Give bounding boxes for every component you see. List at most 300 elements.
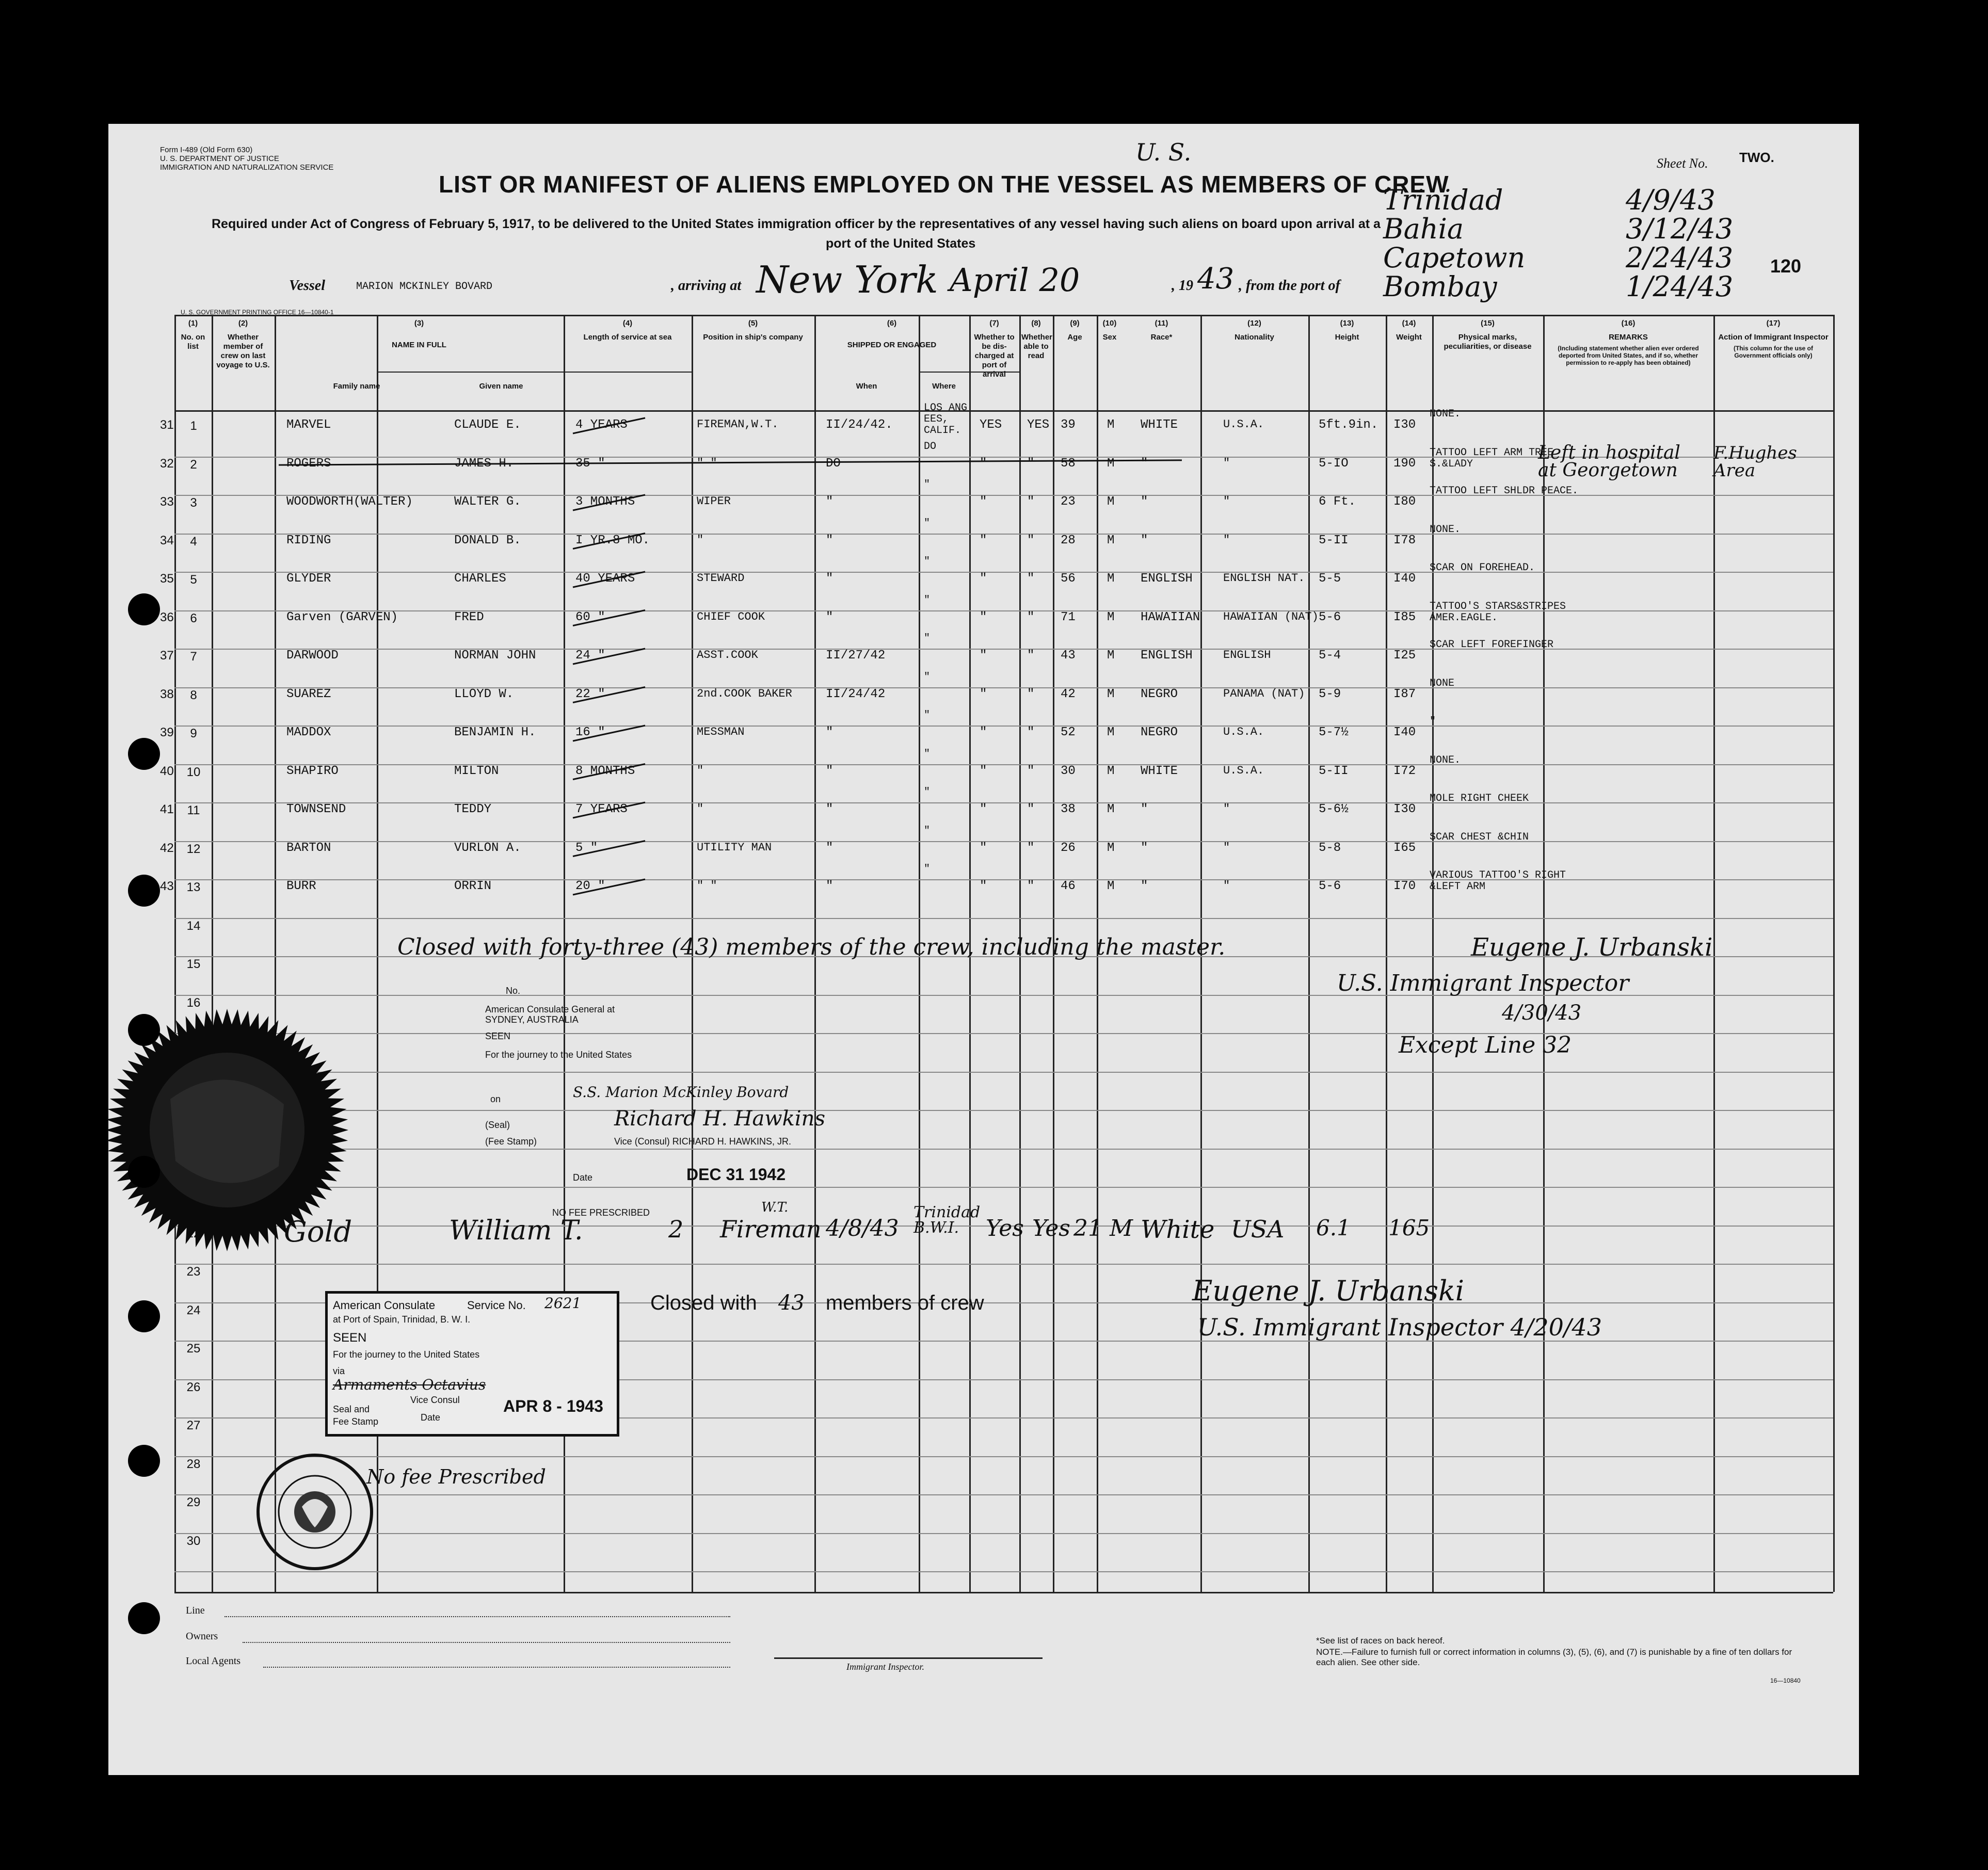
given-name: FRED	[454, 610, 484, 624]
check-mark	[573, 418, 645, 433]
able-to-read: "	[1027, 649, 1035, 663]
physical-marks: NONE.	[1430, 408, 1461, 420]
row22-read: Yes	[1032, 1215, 1070, 1242]
race: ENGLISH	[1141, 649, 1193, 663]
sex: M	[1107, 726, 1115, 739]
race: ENGLISH	[1141, 572, 1193, 586]
column-label: SHIPPED OR ENGAGED	[847, 341, 937, 349]
page-number: 120	[1770, 255, 1802, 277]
column-label: No. on list	[181, 333, 205, 351]
list-number: 33	[160, 495, 174, 509]
position: CHIEF COOK	[697, 610, 765, 623]
position: STEWARD	[697, 572, 745, 585]
shipped-when: "	[826, 495, 833, 509]
length-of-service: 20 "	[575, 879, 605, 893]
column-label: Physical marks, peculiarities, or disease	[1444, 333, 1532, 351]
shipped-where: DO	[924, 440, 937, 453]
height: 5-5	[1319, 572, 1341, 586]
list-number: 34	[160, 533, 174, 547]
weight: I85	[1393, 610, 1416, 624]
line-number: 28	[186, 1457, 201, 1471]
column-number: (6)	[887, 319, 897, 328]
race: "	[1141, 841, 1148, 855]
stamp-journey: For the journey to the United States	[333, 1349, 480, 1360]
subtitle-line-1: Required under Act of Congress of February 5, 1917, to be delivered to the United States immigration officer by the representatives of any vessel having such aliens on board upon arrival at a	[212, 217, 1381, 231]
port-name: Trinidad	[1383, 184, 1503, 216]
discharged: "	[980, 572, 987, 586]
race: "	[1141, 533, 1148, 547]
inspector-signature: Eugene J. Urbanski	[1471, 933, 1713, 962]
given-name: CLAUDE E.	[454, 418, 521, 432]
physical-marks: TATTOO'S STARS&STRIPES AMER.EAGLE.	[1430, 600, 1566, 624]
race: "	[1141, 495, 1148, 509]
height: 5-II	[1319, 764, 1349, 778]
stamp-service-label: Service No.	[467, 1299, 526, 1312]
age: 43	[1061, 649, 1076, 663]
nationality: "	[1223, 533, 1230, 546]
line-number: 27	[186, 1418, 201, 1432]
vessel-name: MARION MCKINLEY BOVARD	[356, 281, 493, 293]
closing-2-signature: Eugene J. Urbanski	[1192, 1275, 1464, 1307]
shipped-when: "	[826, 572, 833, 586]
shipped-when: "	[826, 802, 833, 816]
sex: M	[1107, 572, 1115, 586]
column-number: (17)	[1766, 319, 1781, 328]
year-suffix: 43	[1197, 262, 1235, 296]
port-name: Capetown	[1383, 241, 1526, 274]
line-number: 6	[190, 611, 197, 625]
family-name: GLYDER	[286, 572, 331, 586]
stamp-date-label: Date	[421, 1412, 441, 1423]
column-note: (This column for the use of Government officials only)	[1733, 345, 1813, 359]
family-name: BARTON	[286, 841, 331, 855]
sheet-label: Sheet No.	[1657, 156, 1708, 171]
column-label: Sex	[1102, 333, 1117, 342]
closing-2-count: 43	[778, 1291, 805, 1315]
family-name: WOODWORTH(WALTER)	[286, 495, 413, 509]
line-number: 1	[190, 419, 197, 433]
age: 38	[1061, 802, 1076, 816]
sex: M	[1107, 533, 1115, 547]
nationality: ENGLISH	[1223, 649, 1271, 662]
list-number: 41	[160, 802, 174, 816]
given-name: WALTER G.	[454, 495, 521, 509]
length-of-service: 35 "	[575, 456, 605, 471]
physical-marks: TATTOO LEFT SHLDR PEACE.	[1430, 485, 1579, 497]
shipped-when: "	[826, 610, 833, 624]
height: 5-8	[1319, 841, 1341, 855]
race: NEGRO	[1141, 726, 1178, 739]
sex: M	[1107, 495, 1115, 509]
line-number: 10	[186, 765, 201, 779]
punch-hole	[128, 1014, 160, 1046]
nationality: PANAMA (NAT)	[1223, 687, 1305, 700]
line-number: 5	[190, 573, 197, 587]
line-number: 16	[186, 995, 201, 1010]
shipped-when: DO	[826, 456, 841, 471]
nationality: "	[1223, 495, 1230, 508]
stamp-header: American Consulate	[333, 1299, 436, 1312]
height: 5-4	[1319, 649, 1341, 663]
nationality: U.S.A.	[1223, 418, 1264, 431]
column-number: (16)	[1621, 319, 1636, 328]
shipped-where: "	[924, 517, 931, 529]
form-number: Form I-489 (Old Form 630)	[160, 146, 253, 154]
age: 56	[1061, 572, 1076, 586]
able-to-read: "	[1027, 726, 1035, 739]
shipped-when: II/27/42	[826, 649, 886, 663]
port-date: 2/24/43	[1626, 241, 1734, 274]
closing-statement: Closed with forty-three (43) members of the crew, including the master.	[397, 934, 1226, 960]
line-number: 24	[186, 1303, 201, 1317]
weight: I72	[1393, 764, 1416, 778]
able-to-read: "	[1027, 879, 1035, 893]
check-mark	[573, 572, 645, 587]
list-number: 38	[160, 687, 174, 701]
able-to-read: "	[1027, 456, 1035, 471]
page-title: LIST OR MANIFEST OF ALIENS EMPLOYED ON THE VESSEL AS MEMBERS OF CREW	[439, 171, 1449, 198]
discharged: "	[980, 649, 987, 663]
list-number: 36	[160, 610, 174, 624]
department-label: U. S. DEPARTMENT OF JUSTICE	[160, 154, 279, 163]
check-mark	[573, 726, 645, 741]
column-label: Weight	[1396, 333, 1422, 342]
visa-consulate: American Consulate General at SYDNEY, AUSTRALIA	[485, 1004, 615, 1025]
punch-hole	[128, 1602, 160, 1634]
column-number: (11)	[1155, 319, 1168, 328]
physical-marks: SCAR CHEST &CHIN	[1430, 831, 1529, 843]
length-of-service: 16 "	[575, 726, 605, 739]
stamp-consul: Vice Consul	[410, 1395, 460, 1405]
height: 5ft.9in.	[1319, 418, 1378, 432]
shipped-when: "	[826, 879, 833, 893]
age: 23	[1061, 495, 1076, 509]
race: "	[1141, 879, 1148, 893]
footer-inspector-label: Immigrant Inspector.	[846, 1662, 924, 1672]
able-to-read: "	[1027, 533, 1035, 547]
footer-code: 16—10840	[1770, 1677, 1801, 1684]
able-to-read: "	[1027, 687, 1035, 701]
column-number: (3)	[414, 319, 424, 328]
stamp-fee: Fee Stamp	[333, 1416, 379, 1427]
physical-marks: SCAR ON FOREHEAD.	[1430, 562, 1535, 574]
given-name: DONALD B.	[454, 533, 521, 547]
weight: I65	[1393, 841, 1416, 855]
given-name: MILTON	[454, 764, 499, 778]
check-mark	[573, 649, 645, 664]
column-label: Action of Immigrant Inspector	[1718, 333, 1829, 342]
column-label: Whether to be dis-charged at port of arrival	[974, 333, 1015, 379]
stamp-seal: Seal and	[333, 1404, 370, 1414]
except-note: Except Line 32	[1399, 1032, 1572, 1058]
port-name: Bombay	[1383, 270, 1497, 303]
nationality: "	[1223, 879, 1230, 892]
printing-office: U. S. GOVERNMENT PRINTING OFFICE 16—10840-1	[181, 309, 334, 316]
list-number: 42	[160, 841, 174, 855]
weight: I87	[1393, 687, 1416, 701]
sex: M	[1107, 456, 1115, 471]
weight: I40	[1393, 726, 1416, 739]
row22-age: 21	[1073, 1215, 1102, 1242]
from-label: , from the port of	[1239, 278, 1340, 294]
family-name: RIDING	[286, 533, 331, 547]
visa-date: DEC 31 1942	[686, 1165, 786, 1184]
closing-2-after: members of crew	[825, 1292, 984, 1314]
weight: I40	[1393, 572, 1416, 586]
check-mark	[573, 610, 645, 626]
port-date: 3/12/43	[1626, 213, 1734, 245]
family-name: BURR	[286, 879, 316, 893]
column-label: NAME IN FULL	[392, 341, 446, 349]
sex: M	[1107, 879, 1115, 893]
line-number: 14	[186, 918, 201, 933]
shipped-where: "	[924, 594, 931, 606]
visa-journey: For the journey to the United States	[485, 1050, 632, 1060]
line-number: 26	[186, 1380, 201, 1394]
punch-hole	[128, 1156, 160, 1188]
row22-weight: 165	[1388, 1215, 1430, 1240]
race: "	[1141, 456, 1148, 471]
age: 52	[1061, 726, 1076, 739]
shipped-where: "	[924, 786, 931, 798]
line-number: 11	[187, 803, 200, 817]
column-label: Race*	[1150, 333, 1173, 342]
discharged: "	[980, 495, 987, 509]
discharged: "	[980, 841, 987, 855]
sheet-number: TWO.	[1739, 150, 1774, 165]
column-number: (4)	[622, 319, 633, 328]
given-name: BENJAMIN H.	[454, 726, 536, 739]
footer-note-1: *See list of races on back hereof.	[1316, 1636, 1445, 1646]
position: 2nd.COOK BAKER	[697, 687, 792, 700]
line-number: 23	[186, 1265, 201, 1279]
footer-line-label: Line	[186, 1605, 205, 1616]
shipped-where: "	[924, 748, 931, 760]
column-number: (10)	[1102, 319, 1117, 328]
weight: I78	[1393, 533, 1416, 547]
visa-no-label: No.	[506, 986, 521, 996]
race: NEGRO	[1141, 687, 1178, 701]
length-of-service: 60 "	[575, 610, 605, 624]
given-name: ORRIN	[454, 879, 492, 893]
weight: I25	[1393, 649, 1416, 663]
visa-seal-label: (Seal)	[485, 1120, 510, 1130]
row22-discharged: Yes	[986, 1215, 1024, 1242]
punch-hole	[128, 1300, 160, 1332]
list-number: 32	[160, 456, 174, 471]
height: 5-9	[1319, 687, 1341, 701]
list-number: 43	[160, 879, 174, 893]
discharged: "	[980, 610, 987, 624]
shipped-where: "	[924, 671, 931, 683]
column-sublabel: When	[856, 382, 877, 391]
arriving-label: , arriving at	[671, 278, 742, 294]
row22-position: Fireman	[720, 1215, 822, 1243]
nationality: "	[1223, 802, 1230, 815]
line-number: 12	[186, 842, 201, 856]
column-number: (2)	[238, 319, 248, 328]
column-number: (13)	[1340, 319, 1354, 328]
given-name: VURLON A.	[454, 841, 521, 855]
column-sublabel: Family name	[333, 382, 380, 391]
visa-consul-signature: Richard H. Hawkins	[614, 1107, 825, 1131]
able-to-read: "	[1027, 764, 1035, 778]
position: " "	[697, 879, 717, 892]
discharged: "	[980, 879, 987, 893]
family-name: MARVEL	[286, 418, 331, 432]
sex: M	[1107, 649, 1115, 663]
row22-service: 2	[668, 1215, 684, 1243]
shipped-when: "	[826, 726, 833, 739]
shipped-when: II/24/42	[826, 687, 886, 701]
height: 5-6½	[1319, 802, 1349, 816]
row22-height: 6.1	[1316, 1215, 1351, 1240]
discharged: YES	[980, 418, 1002, 432]
height: 5-6	[1319, 879, 1341, 893]
stamp-seen: SEEN	[333, 1331, 367, 1345]
column-note: (Including statement whether alien ever ordered deported from United States, and if so, whether permission to re-apply has been obtained)	[1558, 345, 1699, 366]
length-of-service: 40 YEARS	[575, 572, 635, 586]
physical-marks: TATTOO LEFT ARM TREE S.&LADY	[1430, 446, 1554, 470]
column-label: Nationality	[1235, 333, 1274, 342]
list-number: 31	[160, 418, 174, 432]
family-name: DARWOOD	[286, 649, 339, 663]
able-to-read: YES	[1027, 418, 1050, 432]
line-number: 3	[190, 496, 197, 510]
height: 5-II	[1319, 533, 1349, 547]
line-number: 7	[190, 650, 197, 664]
footer-owners-label: Owners	[186, 1631, 218, 1642]
visa-seen: SEEN	[485, 1031, 511, 1041]
footer-agents-label: Local Agents	[186, 1655, 241, 1667]
age: 71	[1061, 610, 1076, 624]
line-number: 2	[190, 457, 197, 472]
stamp-date: APR 8 - 1943	[503, 1397, 603, 1415]
position: WIPER	[697, 495, 731, 508]
column-number: (7)	[989, 319, 999, 328]
column-label: Age	[1067, 333, 1082, 342]
check-mark	[573, 802, 645, 818]
line-number: 30	[186, 1534, 201, 1548]
given-name: CHARLES	[454, 572, 506, 586]
sex: M	[1107, 610, 1115, 624]
column-number: (5)	[748, 319, 758, 328]
column-number: (8)	[1031, 319, 1041, 328]
arrival-date: April 20	[950, 261, 1080, 299]
weight: I70	[1393, 879, 1416, 893]
inspector-title: U.S. Immigrant Inspector	[1337, 970, 1629, 996]
age: 30	[1061, 764, 1076, 778]
position: "	[697, 802, 704, 815]
column-label: Whether able to read	[1021, 333, 1052, 360]
physical-marks: NONE.	[1430, 523, 1461, 536]
discharged: "	[980, 533, 987, 547]
shipped-where: "	[924, 479, 931, 491]
sex: M	[1107, 764, 1115, 778]
able-to-read: "	[1027, 802, 1035, 816]
sex: M	[1107, 841, 1115, 855]
stamp-via: via	[333, 1366, 345, 1376]
us-mark: U. S.	[1135, 138, 1192, 166]
list-number: 37	[160, 649, 174, 663]
visa-vessel: S.S. Marion McKinley Bovard	[573, 1084, 789, 1101]
inspector-action: F.Hughes Area	[1713, 442, 1797, 481]
nationality: U.S.A.	[1223, 764, 1264, 777]
height: 5-6	[1319, 610, 1341, 624]
physical-marks: NONE	[1430, 677, 1455, 689]
visa-fee-label: (Fee Stamp)	[485, 1136, 537, 1147]
shipped-when: "	[826, 533, 833, 547]
vessel-label: Vessel	[289, 278, 325, 294]
row22-race: White	[1141, 1215, 1215, 1244]
discharged: "	[980, 726, 987, 739]
footer-note-2: NOTE.—Failure to furnish full or correct information in columns (3), (5), (6), and (7) is punishable by a fine of ten dollars for each alien. See other side.	[1316, 1647, 1792, 1667]
line-number: 29	[186, 1495, 201, 1509]
punch-hole	[128, 738, 160, 770]
shipped-when: "	[826, 764, 833, 778]
able-to-read: "	[1027, 610, 1035, 624]
column-number: (14)	[1402, 319, 1416, 328]
column-label: Height	[1335, 333, 1359, 342]
shipped-where: "	[924, 863, 931, 875]
position: "	[697, 533, 704, 546]
visa-date-label: Date	[573, 1172, 593, 1183]
age: 42	[1061, 687, 1076, 701]
height: 5-7½	[1319, 726, 1349, 739]
nationality: HAWAIIAN (NAT)	[1223, 610, 1319, 623]
length-of-service: 4 YEARS	[575, 418, 628, 432]
able-to-read: "	[1027, 841, 1035, 855]
family-name: SUAREZ	[286, 687, 331, 701]
discharged: "	[980, 764, 987, 778]
stamp-via-value: Armaments Octavius	[333, 1376, 486, 1393]
nationality: "	[1223, 456, 1230, 470]
row22-when: 4/8/43	[826, 1215, 899, 1242]
length-of-service: 3 MONTHS	[575, 495, 635, 509]
remarks: Left in hospital at Georgetown	[1538, 442, 1680, 481]
list-number: 39	[160, 726, 174, 739]
discharged: "	[980, 802, 987, 816]
able-to-read: "	[1027, 495, 1035, 509]
sex: M	[1107, 802, 1115, 816]
stamp-location: at Port of Spain, Trinidad, B. W. I.	[333, 1314, 471, 1325]
given-name: LLOYD W.	[454, 687, 514, 701]
closing-date: 4/30/43	[1502, 1001, 1582, 1025]
row22-given: William T.	[449, 1215, 583, 1246]
row22-where: Trinidad B.W.I.	[913, 1203, 981, 1237]
family-name: Garven (GARVEN)	[286, 610, 398, 624]
shipped-where: "	[924, 633, 931, 644]
physical-marks: MOLE RIGHT CHEEK	[1430, 793, 1529, 804]
nationality: U.S.A.	[1223, 726, 1264, 738]
family-name: MADDOX	[286, 726, 331, 739]
length-of-service: 22 "	[575, 687, 605, 701]
age: 39	[1061, 418, 1076, 432]
shipped-when: "	[826, 841, 833, 855]
position: " "	[697, 456, 717, 470]
visa-no-fee: NO FEE PRESCRIBED	[552, 1207, 650, 1218]
family-name: SHAPIRO	[286, 764, 339, 778]
discharged: "	[980, 687, 987, 701]
column-number: (15)	[1481, 319, 1495, 328]
position: ASST.COOK	[697, 649, 758, 662]
closing-2-title: U.S. Immigrant Inspector 4/20/43	[1197, 1313, 1602, 1341]
age: 26	[1061, 841, 1076, 855]
weight: I80	[1393, 495, 1416, 509]
list-number: 40	[160, 764, 174, 778]
visa-vice-consul: Vice (Consul) RICHARD H. HAWKINS, JR.	[614, 1136, 792, 1147]
nationality: "	[1223, 841, 1230, 854]
